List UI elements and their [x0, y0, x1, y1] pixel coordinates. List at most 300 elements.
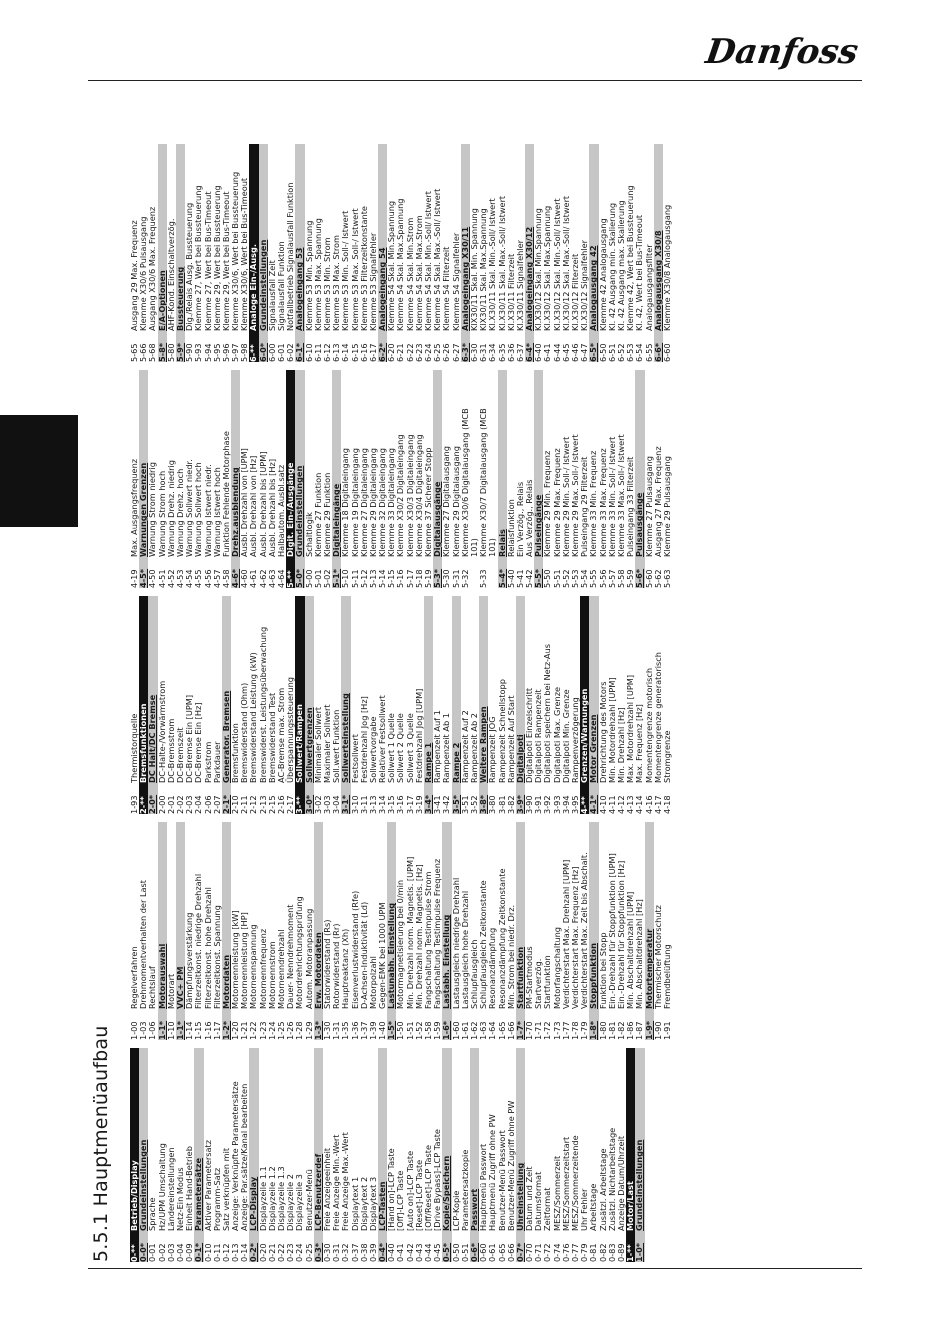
parameter-label: Startverzög.	[533, 958, 544, 1009]
parameter-label: Rotorwiderstand (Rr)	[331, 923, 342, 1009]
parameter-code: 5-66	[138, 343, 149, 362]
parameter-code: 1-52	[413, 1021, 424, 1040]
parameter-label: Sollwerteinstellung	[340, 693, 351, 783]
parameter-code: 6-51	[606, 343, 617, 362]
parameter-code: 0-02	[156, 1243, 167, 1262]
parameter-code: 2-11	[239, 795, 250, 814]
parameter-code: 4-**	[579, 796, 590, 814]
parameter-label: Anzeige: Par.sätze/Kanal bearbeiten	[239, 1083, 250, 1231]
parameter-label: Schaltlogik	[303, 512, 314, 557]
parameter-code: 4-19	[129, 569, 139, 588]
parameter-label: Warnung Strom niedrig	[147, 462, 158, 557]
parameter-code: 6-46	[570, 343, 580, 362]
parameter-label: Relaisfunktion	[505, 499, 516, 557]
parameter-label: [Off/Reset]-LCP Taste	[423, 1144, 433, 1231]
parameter-code: 5-12	[358, 569, 369, 588]
parameter-code: 0-41	[395, 1243, 406, 1262]
parameter-label: Klemme 27 Digitalausgang	[441, 446, 452, 557]
parameter-code: 0-21	[266, 1243, 277, 1262]
parameter-code: 6-45	[560, 343, 571, 362]
parameter-code: 0-45	[432, 1243, 443, 1262]
parameter-label: Ausgang 29 Max. Frequenz	[129, 220, 139, 331]
parameter-label: DC-Halte-/Vorwärmstrom	[156, 680, 167, 783]
parameter-code: 1-65	[496, 1021, 507, 1040]
parameter-label: Motordrehrichtungsprüfung	[294, 896, 305, 1009]
parameter-code: 5-50	[542, 569, 553, 588]
parameter-label: Klemme 29 Max. Soll-/ Istwert	[570, 434, 580, 557]
parameter-code: 0-13	[230, 1243, 241, 1262]
parameter-code: 6-53	[625, 343, 636, 362]
parameter-label: Motornenndrehzahl	[276, 929, 286, 1009]
parameter-label: Rampenzeit Auf 1	[432, 710, 443, 783]
parameter-label: KlX30/11 Skal. Max.Spannung	[478, 208, 489, 331]
parameter-label: DC-Bremse Ein [UPM]	[184, 694, 195, 783]
rotated-page-content	[90, 122, 860, 1262]
parameter-code: 2-12	[248, 795, 259, 814]
parameter-code: 3-04	[331, 795, 342, 814]
parameter-code: 5-00	[303, 569, 314, 588]
parameter-label: Motorauswahl	[156, 943, 167, 1009]
parameter-label: Bremsfunktionen	[138, 703, 149, 783]
parameter-label: Displaytext 1	[349, 1176, 360, 1231]
parameter-label: Datum und Zeit	[524, 1166, 535, 1231]
parameter-code: 0-39	[367, 1243, 378, 1262]
parameter-label: Kl.X30/12 Filterzeit	[570, 253, 580, 331]
parameter-code: 1-62	[468, 1021, 479, 1040]
parameter-label: Signalausfall Zeit	[266, 260, 277, 331]
parameter-label: Min. Abschaltdrehzahl [Hz]	[634, 899, 645, 1009]
parameter-label: Drehrichtung des Motors	[597, 681, 608, 783]
parameter-code: 4-10	[597, 795, 608, 814]
parameter-code: 3-19	[413, 795, 424, 814]
parameter-label: DC Halt/DC Bremse	[147, 694, 158, 783]
parameter-label: Kl. 42, Wert bei Bus-Timeout	[634, 214, 645, 331]
parameter-code: 6-47	[579, 343, 590, 362]
parameter-code: 4-5*	[138, 568, 149, 588]
parameter-code: 1-72	[542, 1021, 553, 1040]
parameter-label: Passwort	[468, 1188, 479, 1231]
parameter-label: Min. Strom bei niedr. Drz.	[505, 904, 516, 1009]
parameter-label: Notfallbetrieb Signalausfall Funktion	[285, 182, 296, 331]
parameter-label: Freie Anzeige Min.-Wert	[331, 1134, 342, 1231]
parameter-label: Uhr Fehler	[579, 1188, 590, 1231]
parameter-label: Eisenverlustwiderstand (Rfe)	[349, 890, 360, 1009]
parameter-code: 1-17	[211, 1021, 222, 1040]
parameter-code: 1-81	[606, 1021, 617, 1040]
parameter-code: 5-93	[193, 343, 204, 362]
parameter-label: Sprache	[147, 1197, 158, 1231]
parameter-code: 5-32	[459, 569, 470, 588]
parameter-code: 0-42	[404, 1243, 415, 1262]
parameter-code: 6-16	[358, 343, 369, 362]
parameter-code: 0-25	[303, 1243, 314, 1262]
parameter-code: 1-66	[505, 1021, 516, 1040]
parameter-code: 1-28	[294, 1021, 305, 1040]
parameter-code: 1-59	[432, 1021, 443, 1040]
parameter-code: 1-30	[321, 1021, 332, 1040]
parameter-label: Sollwert 2 Quelle	[395, 713, 406, 783]
parameter-label: Analoge Ein-/Ausg.	[248, 243, 259, 331]
parameter-label: Klemme 54 Skal. Min.-Soll/ Istwert	[423, 191, 433, 331]
parameter-label: Schlupfausgleich Zeitkonstante	[478, 880, 489, 1009]
parameter-label: Sollwertvorgabe	[367, 716, 378, 783]
parameter-code: 5-31	[450, 569, 461, 588]
parameter-label: Rampenzeit Auf Start	[505, 695, 516, 783]
parameter-label: Lastabh. Einstellung	[441, 914, 452, 1009]
parameter-row	[663, 144, 672, 362]
parameter-label: Klemme X30/2 Digitaleingang	[395, 434, 406, 557]
parameter-label: Digitalpoti	[514, 734, 525, 783]
parameter-code: 5-59	[625, 569, 636, 588]
parameter-code: 1-3*	[312, 1020, 323, 1040]
parameter-code: 1-16	[202, 1021, 213, 1040]
parameter-label: Filterzeitkonst. niedrige Drehzahl	[193, 873, 204, 1009]
parameter-label: Analogeingang 54	[377, 247, 388, 331]
parameter-code: 5-42	[524, 569, 535, 588]
parameter-code: 1-50	[395, 1021, 406, 1040]
parameter-label: Motornennstrom	[266, 941, 277, 1009]
parameter-label: Ausgang 27 Max. Frequenz	[652, 446, 663, 557]
parameter-label: Klemme 29 Max. Frequenz	[551, 448, 562, 557]
parameter-label: Drehz.ausblendung	[230, 467, 241, 557]
parameter-code: 1-80	[597, 1021, 608, 1040]
parameter-code: 4-13	[625, 795, 636, 814]
parameter-label: Klemme 29 Funktion	[321, 472, 332, 557]
parameter-code: 5-54	[579, 569, 590, 588]
parameter-code: 5-16	[395, 569, 406, 588]
parameter-code: 0-38	[358, 1243, 369, 1262]
parameter-label: Displayzeile 1.3	[276, 1166, 286, 1231]
parameter-label: LCP-Tasten	[377, 1181, 388, 1231]
parameter-code: 1-70	[524, 1021, 535, 1040]
parameter-label: Klemme 54 Skal. Min.Spannung	[386, 200, 397, 331]
parameter-label: Ländereinstellungen	[165, 1147, 176, 1231]
parameter-code: 0-01	[147, 1243, 158, 1262]
parameter-label: Startfunktion	[542, 955, 553, 1009]
parameter-label: Kl.X30/11 Skal. Max.-Soll/ Istwert	[496, 195, 507, 331]
parameter-label: Max. Motordrehzahl [UPM]	[625, 674, 636, 783]
parameter-label: Klemme 37 Sicherer Stopp	[423, 447, 433, 557]
parameter-code: 5-96	[220, 343, 231, 362]
parameter-code: 0-6*	[468, 1242, 479, 1262]
parameter-code: 1-9*	[643, 1020, 654, 1040]
parameter-code: 4-60	[239, 569, 250, 588]
parameter-code: 5-8*	[156, 342, 167, 362]
parameter-code: 5-60	[643, 569, 654, 588]
parameter-code: 0-24	[294, 1243, 305, 1262]
parameter-label: Grundeinstellungen	[634, 1139, 645, 1231]
parameter-code: 6-24	[423, 343, 433, 362]
parameter-label: Rampenzeit Ab 1	[441, 713, 452, 783]
parameter-code: 5-40	[505, 569, 516, 588]
parameter-code: 6-15	[349, 343, 360, 362]
parameter-code: 0-74	[551, 1243, 562, 1262]
parameter-label: Startfunktion	[514, 946, 525, 1009]
parameter-row	[663, 596, 672, 814]
parameter-code: 5-55	[588, 569, 599, 588]
parameter-label: Kl. 42 Ausgang min. Skalierung	[606, 202, 617, 331]
parameter-code: 4-52	[165, 569, 176, 588]
parameter-label: Max. Frequenz [Hz]	[634, 704, 645, 783]
parameter-code: 4-1*	[588, 794, 599, 814]
parameter-label: Benutzer-Menü Passwort	[496, 1130, 507, 1231]
parameter-code: 6-41	[542, 343, 553, 362]
parameter-label: Programm-Satz	[211, 1167, 222, 1231]
parameter-label: Motornennfrequenz	[257, 928, 268, 1009]
parameter-label: [Hand on]-LCP Taste	[386, 1148, 397, 1231]
parameter-code: 6-27	[450, 343, 461, 362]
parameter-label: [Drive Bypass]-LCP Taste	[432, 1129, 443, 1231]
parameter-label: Displayzeile 1.1	[257, 1166, 268, 1231]
footer-rule	[88, 1268, 862, 1269]
parameter-label: Min. Drehzahl norm. Magnetis. [UPM]	[404, 856, 415, 1009]
parameter-code: 3-14	[377, 795, 388, 814]
parameter-row	[663, 370, 672, 588]
parameter-code: 5-3*	[432, 568, 443, 588]
parameter-label: Analogeingang 53	[294, 247, 305, 331]
parameter-label: Grenzen/Warnungen	[579, 688, 590, 783]
parameter-code: 6-36	[505, 343, 516, 362]
parameter-code: 3-90	[524, 795, 535, 814]
parameter-label: Filterzeitkonst. hohe Drehzahl	[202, 887, 213, 1009]
parameter-code: 0-82	[597, 1243, 608, 1262]
parameter-code: 6-60	[661, 343, 672, 362]
parameter-label: Max. Ausgangsfrequenz	[129, 458, 139, 557]
parameter-code: 0-77	[570, 1243, 580, 1262]
parameter-label: Regelverfahren	[129, 946, 139, 1009]
parameter-label: Festsollwert	[349, 734, 360, 783]
parameter-code: 0-1*	[193, 1242, 204, 1262]
parameter-code: 6-6*	[652, 342, 663, 362]
parameter-code: 1-78	[570, 1021, 580, 1040]
parameter-code: 6-2*	[377, 342, 388, 362]
parameter-code: 1-15	[193, 1021, 204, 1040]
parameter-code: 3-92	[542, 795, 553, 814]
parameter-code: 6-00	[266, 343, 277, 362]
parameter-code: 0-89	[615, 1243, 626, 1262]
parameter-code: 5-58	[615, 569, 626, 588]
parameter-code: 5-6*	[634, 568, 645, 588]
parameter-label: Momentengrenze generatorisch	[652, 652, 663, 783]
parameter-label: Bremswiderstand (Ohm)	[239, 682, 250, 783]
parameter-code: 1-29	[303, 1021, 314, 1040]
parameter-label: Fremdbelüftung	[661, 944, 672, 1009]
parameter-label: Bremswiderstand Leistung (kW)	[248, 652, 259, 783]
parameter-code: 4-14	[634, 795, 645, 814]
parameter-column-1	[130, 1048, 645, 1262]
parameter-label: Rampenzeit JOG	[487, 716, 498, 783]
parameter-code: 0-43	[413, 1243, 424, 1262]
parameter-code: 5-94	[202, 343, 213, 362]
parameter-label: Stoppfunktion	[588, 943, 599, 1009]
parameter-label: Verdichterstart Max. Drehzahl [UPM]	[560, 859, 571, 1009]
parameter-code: 0-04	[174, 1243, 185, 1262]
parameter-code: 4-54	[184, 569, 195, 588]
parameter-label: 101)	[468, 538, 479, 557]
parameter-code: 4-55	[193, 569, 204, 588]
parameter-code: 6-01	[276, 343, 286, 362]
parameter-code: 2-17	[285, 795, 296, 814]
parameter-code: 4-61	[248, 569, 259, 588]
parameter-code: 5-02	[321, 569, 332, 588]
parameter-label: VVC+ PM	[174, 966, 185, 1009]
parameter-code: 3-9*	[514, 794, 525, 814]
parameter-label: Klemme 27 Digitaleingang	[358, 448, 369, 557]
parameter-code: 4-58	[220, 569, 231, 588]
parameter-label: Dämpfungsverstärkung	[184, 912, 195, 1009]
parameter-code: 5-97	[230, 343, 241, 362]
parameter-label: DC-Bremsstrom	[165, 718, 176, 783]
parameter-label: Zusätzl. Nichtarbeitstage	[606, 1127, 617, 1231]
parameter-code: 2-00	[156, 795, 167, 814]
parameter-label: Pulseingang 29 Filterzeit	[579, 456, 590, 557]
parameter-label: Klemme 19 Digitaleingang	[349, 448, 360, 557]
parameter-label: Klemme 54 Skal. Max.Spannung	[395, 198, 406, 331]
parameter-code: 5-56	[597, 569, 608, 588]
parameter-label: Hauptmenü Passwort	[478, 1143, 489, 1231]
parameter-row	[663, 822, 672, 1040]
parameter-label: Signalausfall Funktion	[276, 241, 286, 331]
parameter-code: 2-06	[202, 795, 213, 814]
parameter-code: 1-64	[487, 1021, 498, 1040]
parameter-label: Analogeingang X30/11	[459, 226, 470, 331]
parameter-code: 2-16	[276, 795, 286, 814]
parameter-column-2	[130, 822, 672, 1040]
parameter-label: Klemme 54 Signalfehler	[450, 232, 461, 331]
parameter-label: Festdrehzahl Jog [UPM]	[413, 688, 424, 783]
parameter-code: 2-15	[266, 795, 277, 814]
parameter-code: 5-80	[165, 343, 176, 362]
parameter-code: 0-50	[450, 1243, 461, 1262]
parameter-label: Dig./Relais Ausg. Bussteuerung	[184, 202, 195, 331]
parameter-code: 5-10	[340, 569, 351, 588]
parameter-code: 1-35	[340, 1021, 351, 1040]
parameter-code: 6-0*	[257, 342, 268, 362]
parameter-label: Ein.-Drehzahl für Stoppfunktion [UPM]	[606, 853, 617, 1009]
parameter-label: Analogeingang X30/12	[524, 226, 535, 331]
parameter-code: 0-22	[276, 1243, 286, 1262]
parameter-label: Ausbl. Drehzahl von [Hz]	[248, 455, 259, 557]
parameter-label: Analogausgangsfilter	[643, 244, 654, 331]
parameter-label: Momentengrenze motorisch	[643, 667, 654, 783]
parameter-code: 6-55	[643, 343, 654, 362]
parameter-code: 1-77	[560, 1021, 571, 1040]
parameter-label: Parametersatzkopie	[459, 1149, 470, 1231]
parameter-code: 1-37	[358, 1021, 369, 1040]
parameter-label: Halbautom. Ausbl.satz	[276, 464, 286, 557]
parameter-label: Grundeinstellungen	[294, 465, 305, 557]
parameter-label: Drehmomentverhalten der Last	[138, 880, 149, 1009]
parameter-label: Relais	[496, 529, 507, 557]
parameter-code: 3-5*	[450, 794, 461, 814]
parameter-code: 0-4*	[377, 1242, 388, 1262]
parameter-group	[635, 1048, 644, 1262]
parameter-label: Klemme 53 Min. Soll-/ Istwert	[340, 210, 351, 331]
parameter-label: Klemme 29, Wert bei Bussteuerung	[211, 185, 222, 331]
parameter-code: 6-02	[285, 343, 296, 362]
parameter-code: 2-04	[193, 795, 204, 814]
parameter-code: 5-90	[184, 343, 195, 362]
parameter-code: 4-56	[202, 569, 213, 588]
parameter-code: 4-11	[606, 795, 617, 814]
parameter-label: Zeitformat	[542, 1187, 553, 1231]
parameter-label: Klemme 27 Pulsausgang	[643, 456, 654, 557]
parameter-code: 2-03	[184, 795, 195, 814]
parameter-label: Klemme X30/6, Wert bei Bus-Timeout	[239, 177, 250, 331]
parameter-label: Dauer- Nenndrehmoment	[285, 904, 296, 1009]
parameter-label: Motornennleistung [HP]	[239, 912, 250, 1009]
parameter-code: 3-8*	[478, 794, 489, 814]
parameter-label: Min. Abschaltdrehzahl [UPM]	[625, 891, 636, 1009]
parameter-code: 1-39	[367, 1021, 378, 1040]
parameter-code: 1-93	[129, 795, 139, 814]
parameter-label: Thermischer Motorschutz	[652, 905, 663, 1009]
parameter-code: 5-4*	[496, 568, 507, 588]
parameter-label: Rampe 1	[423, 742, 433, 783]
parameter-code: 6-40	[533, 343, 544, 362]
parameter-code: 1-79	[579, 1021, 590, 1040]
parameter-label: Funktion Fehlende Motorphase	[220, 431, 231, 557]
parameter-code: 6-30	[468, 343, 479, 362]
parameter-label: Grundeinstellungen	[257, 239, 268, 331]
parameter-label: LCP-Benutzerdef	[312, 1153, 323, 1231]
parameter-label: Satz verknüpfen mit	[220, 1147, 231, 1231]
parameter-code: 6-**	[248, 344, 259, 362]
parameter-code: 6-54	[634, 343, 645, 362]
parameter-code: 0-0*	[138, 1242, 149, 1262]
parameter-code: 6-20	[386, 343, 397, 362]
parameter-label: DC-Bremse Ein [Hz]	[193, 702, 204, 783]
parameter-label: Parkdauer	[211, 741, 222, 783]
parameter-code: 0-03	[165, 1243, 176, 1262]
parameter-label: LCP-Kopie	[450, 1190, 461, 1231]
parameter-label: Min. Drehzahl [Hz]	[615, 707, 626, 783]
parameter-label: Klemme 27, Wert bei Bussteuerung	[193, 185, 204, 331]
parameter-code: 5-19	[423, 569, 433, 588]
parameter-code: 5-11	[349, 569, 360, 588]
parameter-label: Festdrehzahl Jog [Hz]	[358, 696, 369, 783]
parameter-code: 3-03	[321, 795, 332, 814]
parameter-code: 1-36	[349, 1021, 360, 1040]
parameter-label: Bremswiderstand Test	[266, 692, 277, 783]
parameter-label: Motortemperatur	[643, 928, 654, 1009]
parameter-label: Filterzeitkonst. Spannung	[211, 905, 222, 1009]
parameter-label: Soll.wert Funktion	[331, 709, 342, 783]
parameter-code: 0-79	[579, 1243, 590, 1262]
parameter-label: Maximaler Sollwert	[321, 704, 332, 783]
parameter-code: 1-31	[331, 1021, 342, 1040]
parameter-code: 1-25	[276, 1021, 286, 1040]
parameter-label: Klemme 53 Max. Strom	[331, 234, 342, 331]
parameter-label: Klemme X30/7 Digitalausgang (MCB	[478, 408, 489, 557]
parameter-code: 5-0*	[294, 568, 305, 588]
parameter-code: 6-14	[340, 343, 351, 362]
parameter-code: 1-1*	[156, 1020, 167, 1040]
parameter-label: Rampe 2	[450, 742, 461, 783]
parameter-label: Bremsfunktion	[230, 723, 241, 783]
parameter-label: Motorart	[165, 973, 176, 1009]
parameter-label: Gegen-EMK bei 1000 UPM	[377, 902, 388, 1009]
parameter-label: Motorpolzahl	[367, 956, 378, 1009]
parameter-label: Ein Verzög., Relais	[514, 481, 525, 557]
parameter-code: 5-17	[404, 569, 415, 588]
parameter-label: Klemme 29 Digitalausgang	[450, 446, 461, 557]
brand-logo: Danfoss	[703, 32, 861, 72]
parameter-label: Anzeige Datum/Uhrzeit	[615, 1135, 626, 1231]
parameter-label: Klemme 29, Wert bei Bus-Timeout	[220, 191, 231, 331]
parameter-code: 3-51	[459, 795, 470, 814]
parameter-label: Klemme X30/6, Wert bei Bussteuerung	[230, 171, 241, 331]
